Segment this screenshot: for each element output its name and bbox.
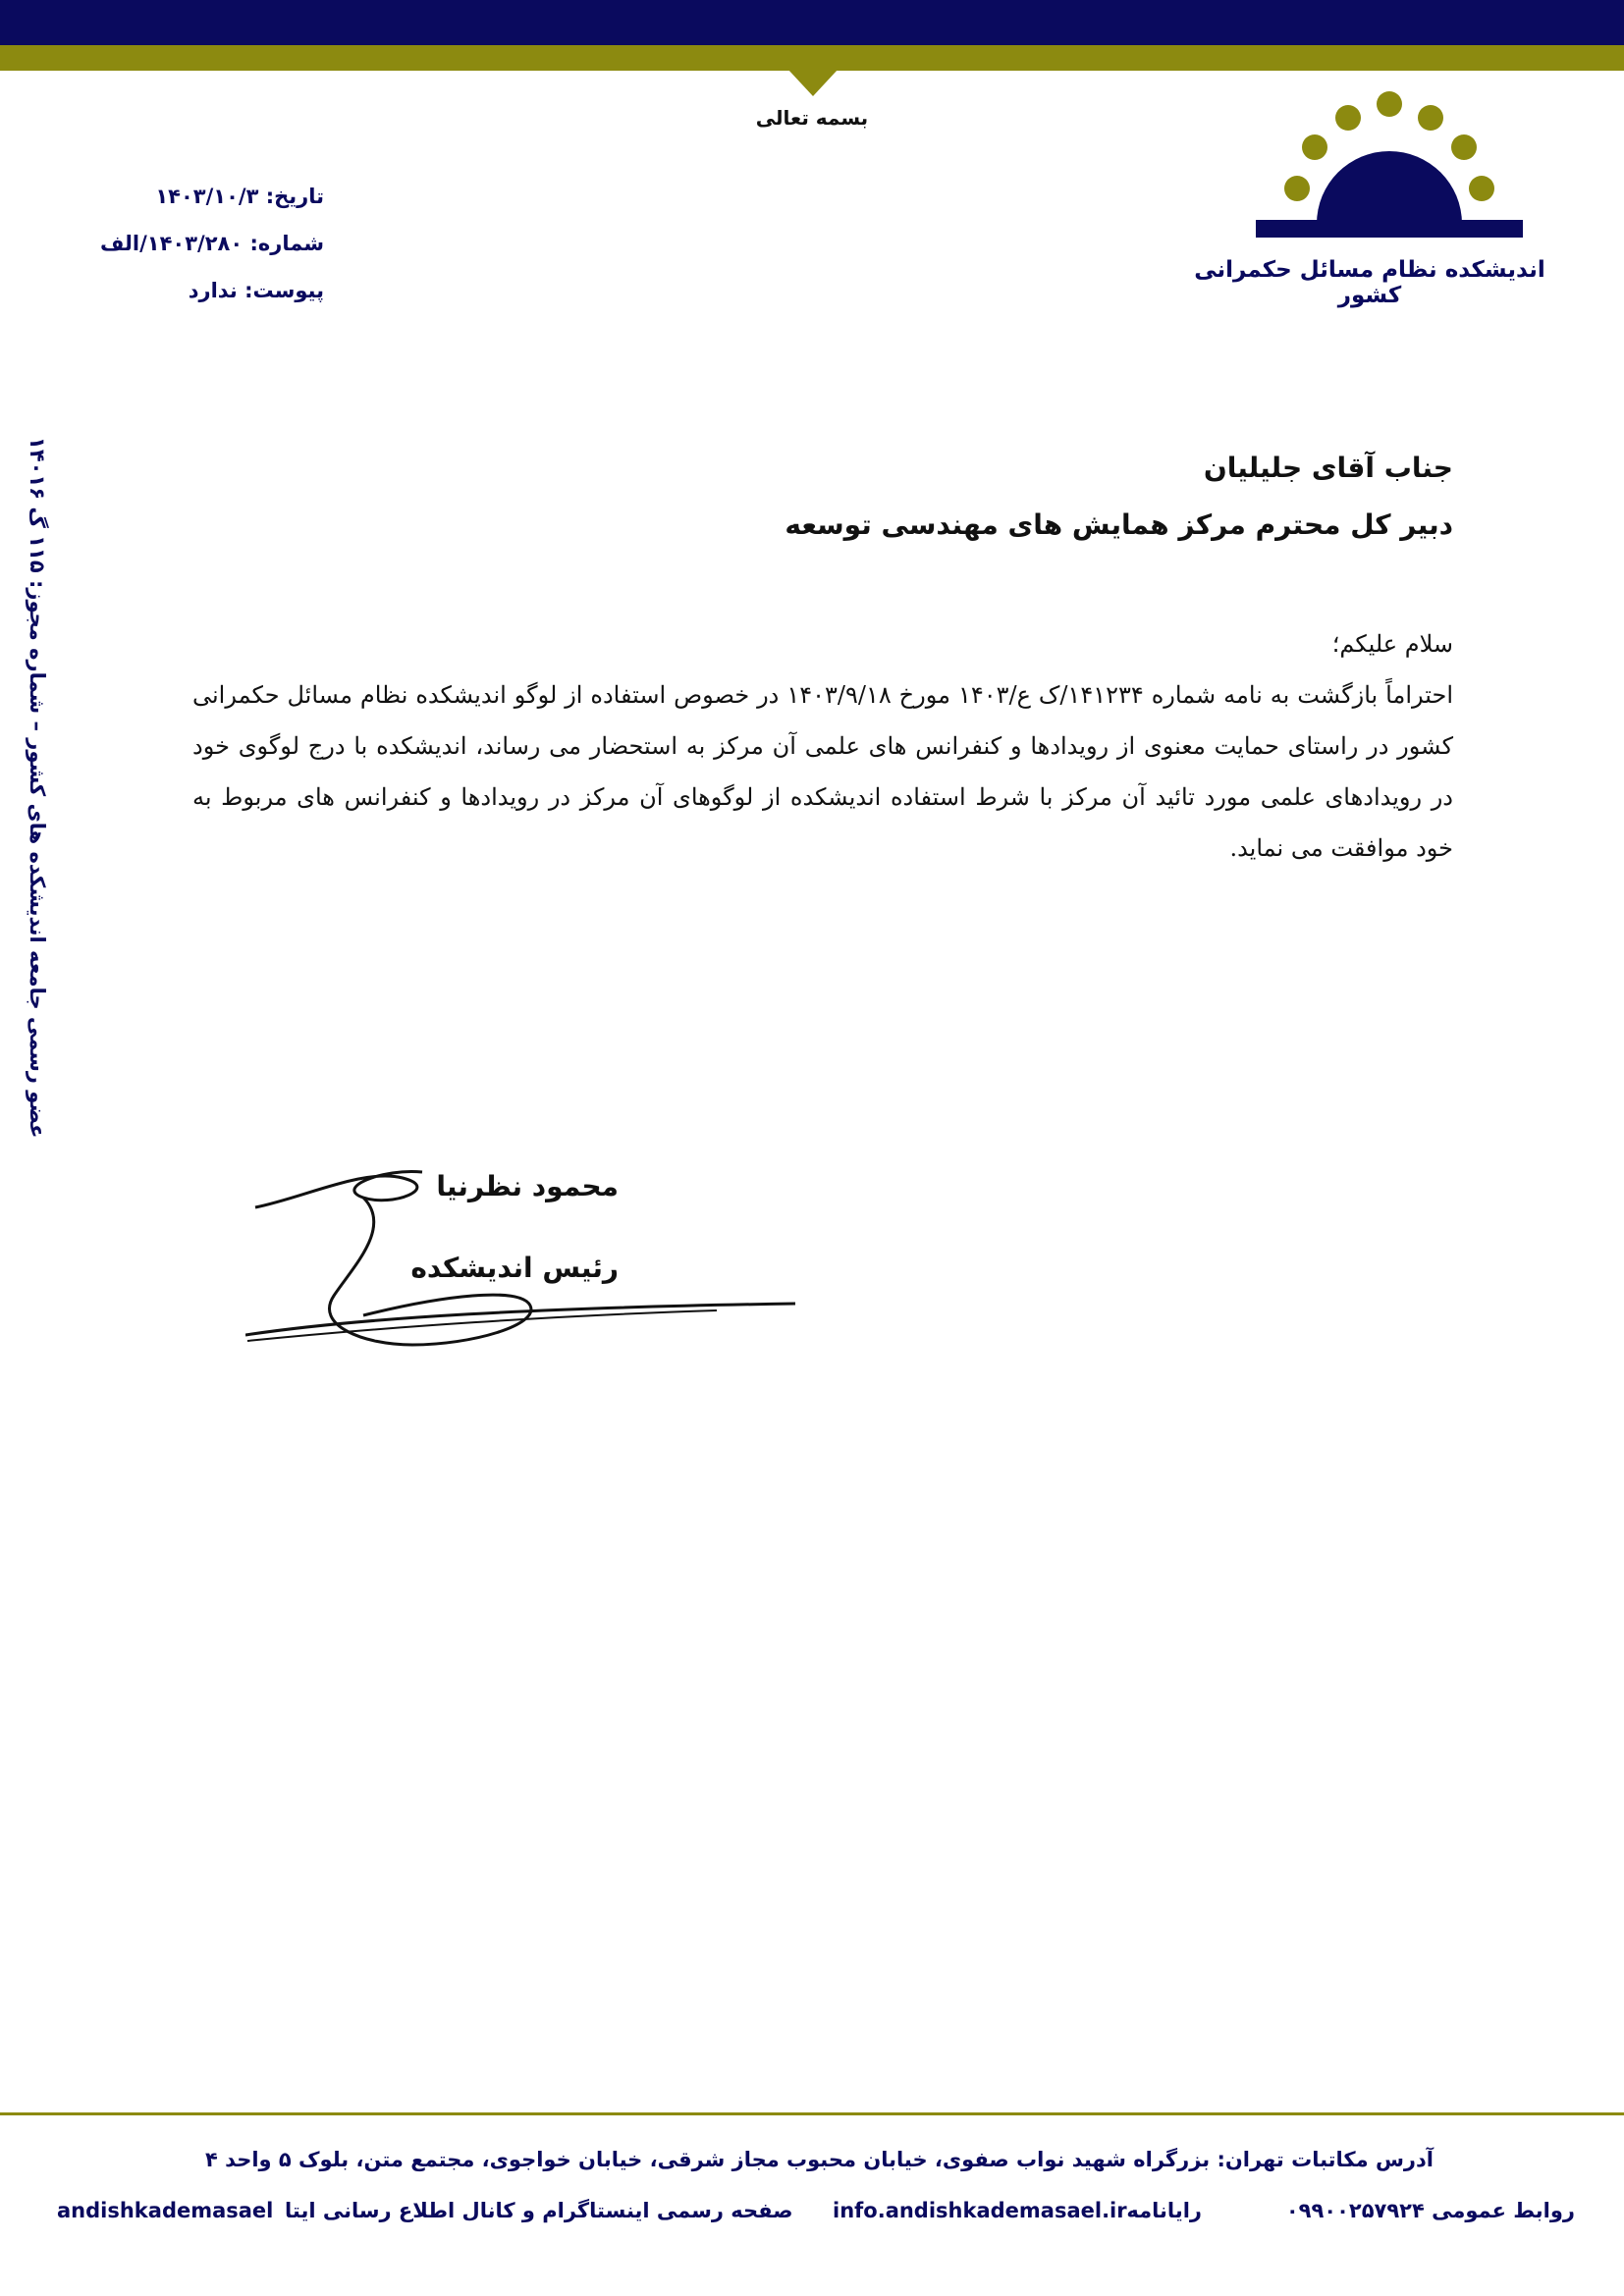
header-notch [787, 69, 839, 96]
footer-social-label: صفحه رسمی اینستاگرام و کانال اطلاع رسانی ایتا [285, 2199, 793, 2222]
header-navy-bar [0, 0, 1624, 45]
membership-text: عضو رسمی جامعه اندیشکده های کشور – شماره مجوز: ۱۱۵ گ ۱۴۰۱۶ [26, 437, 49, 1139]
recipient [589, 440, 1453, 554]
recipient-name: جناب آقای جلیلیان [1203, 452, 1453, 484]
attachment-field: پیوست: ندارد [188, 279, 324, 302]
footer-divider [0, 2112, 1624, 2115]
footer-social-handle[interactable]: andishkademasael [57, 2199, 274, 2222]
signer-name: محمود نظرنیا [436, 1170, 619, 1202]
letter-body [192, 618, 1453, 874]
logo-text: اندیشکده نظام مسائل حکمرانی کشور [1194, 257, 1545, 308]
date-field: تاریخ: ۱۴۰۳/۱۰/۳ [155, 185, 324, 208]
header-olive-bar [0, 45, 1624, 71]
side-margin [20, 437, 79, 1222]
number-field: شماره: ۱۴۰۳/۲۸۰/الف [100, 232, 324, 255]
body-paragraph: احتراماً بازگشت به نامه شماره ۱۴۱۲۳۴/ک ع/۱۴۰۳ مورخ ۱۴۰۳/۹/۱۸ در خصوص استفاده از لوگو اندیشکده نظام مسائل حکمرانی کشور در راستای حمایت معنوی از رویدادها و کنفرانس های علمی آن مرکز به استحضار می رساند، اندیشکده با درج لوگوی خود در رویدادهای علمی مورد تائید آن مرکز با شرط استفاده اندیشکده از لوگوهای آن مرکز در رویدادها و کنفرانس های مربوط به خود موافقت می نماید. [192, 681, 1453, 862]
footer-email[interactable]: info.andishkademasael.ir [833, 2199, 1127, 2222]
greeting: سلام علیکم؛ [1331, 630, 1453, 658]
bismillah: بسمه تعالی [755, 106, 869, 130]
letter-meta [59, 173, 324, 314]
recipient-title: دبیر کل محترم مرکز همایش های مهندسی توسعه [785, 508, 1453, 541]
footer-address: آدرس مکاتبات تهران: بزرگراه شهید نواب صفوی، خیابان محبوب مجاز شرقی، خیابان خواجوی، مجتمع متن، بلوک ۵ واحد ۴ [204, 2148, 1434, 2171]
footer-phone: روابط عمومی ۰۹۹۰۰۲۵۷۹۲۴ [1285, 2199, 1575, 2222]
footer-email-label: رایانامه [1126, 2199, 1202, 2222]
signer-title: رئیس اندیشکده [410, 1252, 619, 1284]
